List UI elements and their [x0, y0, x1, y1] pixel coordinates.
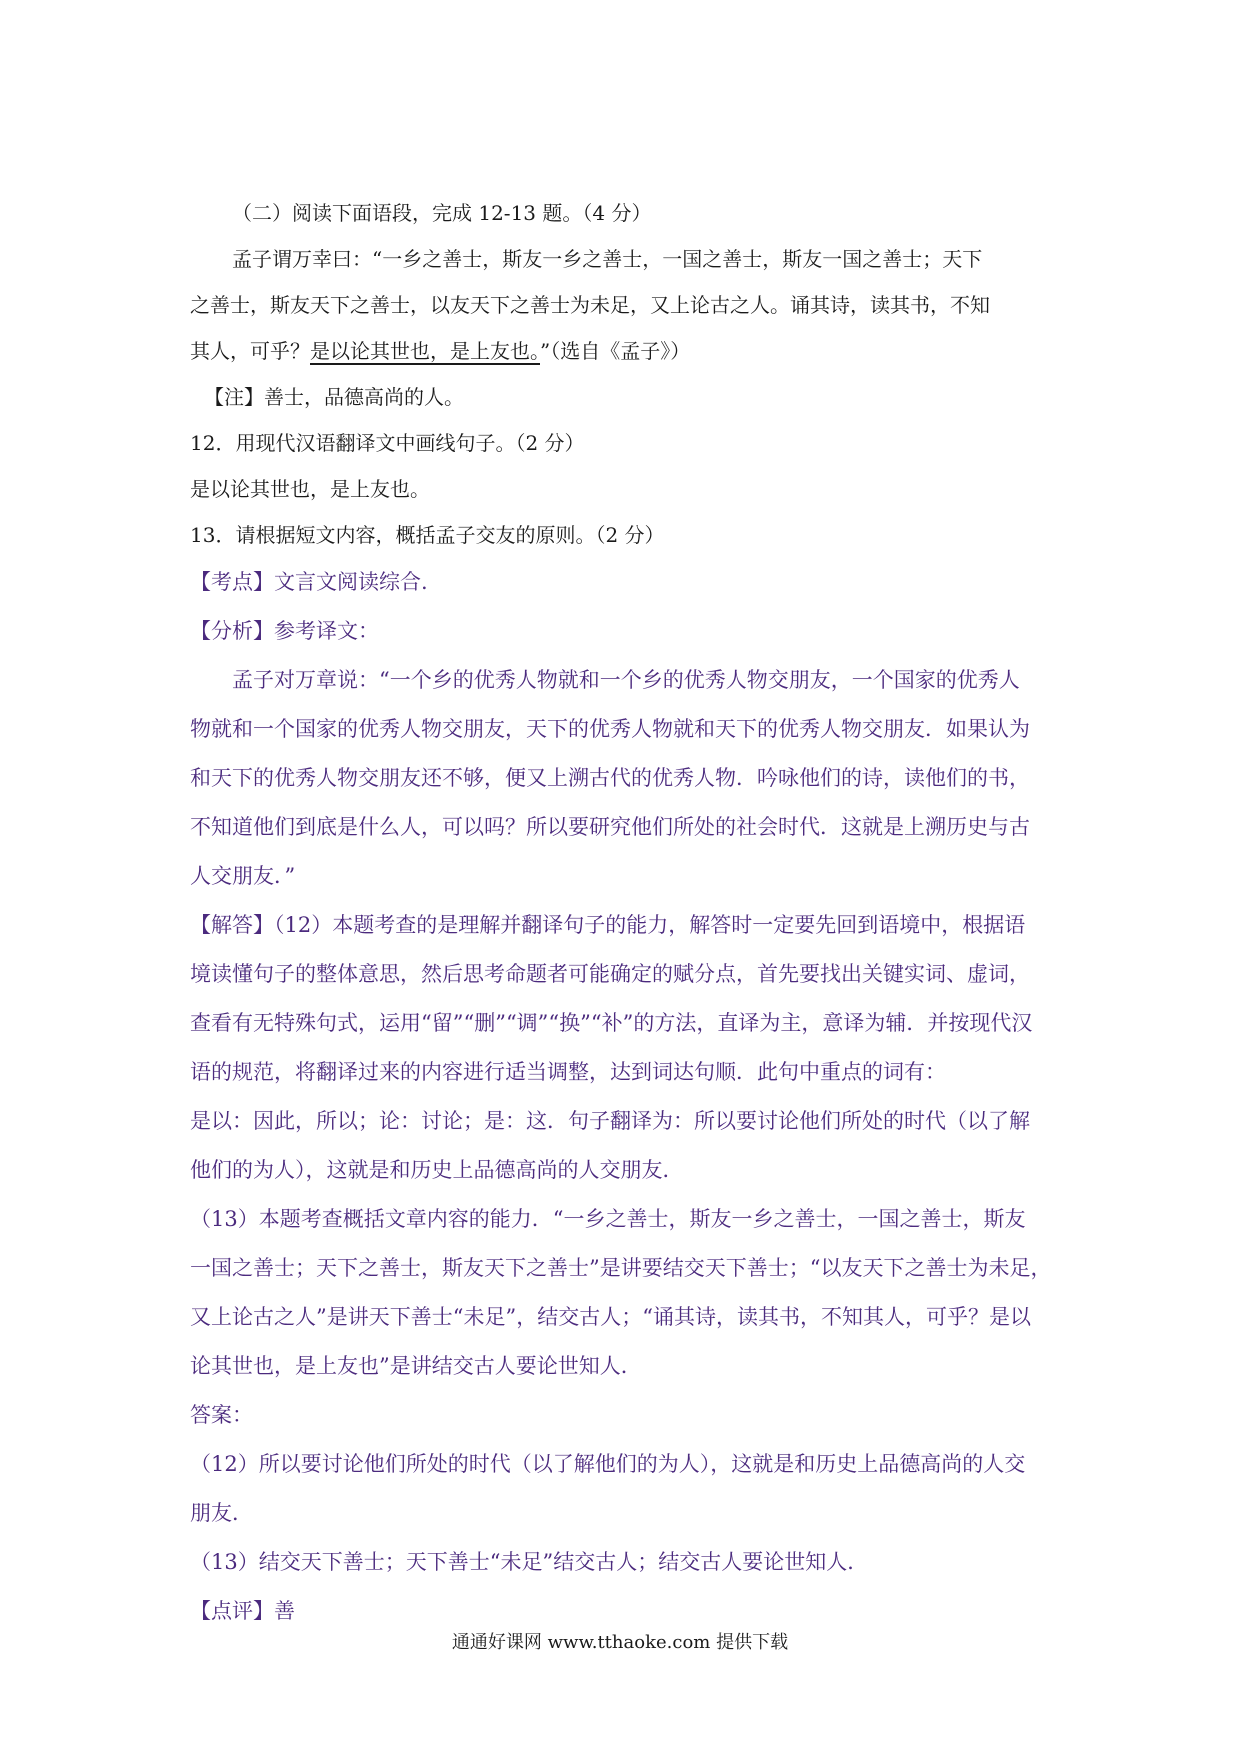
q13-analysis-line: （13）本题考查概括文章内容的能力．“一乡之善士，斯友一乡之善士，一国之善士，斯友	[190, 1207, 1026, 1231]
passage-line-3-pre: 其人，可乎？	[190, 339, 310, 363]
q12-prompt: 12．用现代汉语翻译文中画线句子。（2 分）	[190, 431, 585, 455]
translation-line: 和天下的优秀人物交朋友还不够，便又上溯古代的优秀人物．吟咏他们的诗，读他们的书，	[190, 766, 1030, 790]
translation	[190, 656, 1060, 901]
translation-line: 物就和一个国家的优秀人物交朋友，天下的优秀人物就和天下的优秀人物交朋友．如果认为	[190, 717, 1030, 741]
jieda	[190, 901, 1060, 1195]
q12-sentence: 是以论其世也，是上友也。	[190, 477, 430, 501]
q13-analysis	[190, 1195, 1060, 1391]
kaodian: 【考点】文言文阅读综合.	[190, 570, 428, 594]
jieda-line: 是以：因此，所以；论：讨论；是：这．句子翻译为：所以要讨论他们所处的时代（以了解	[190, 1109, 1030, 1133]
passage-line-1: 孟子谓万幸曰：“一乡之善士，斯友一乡之善士，一国之善士，斯友一国之善士；天下	[232, 247, 983, 271]
document-body	[190, 190, 1060, 1636]
translation-line: 人交朋友．”	[190, 864, 296, 888]
note: 【注】善士，品德高尚的人。	[204, 385, 464, 409]
passage-source: ”（选自《孟子》）	[540, 339, 691, 363]
jieda-line: 查看有无特殊句式，运用“留”“删”“调”“换”“补”的方法，直译为主，意译为辅．并按现代汉	[190, 1011, 1033, 1035]
answer-line: 朋友．	[190, 1501, 253, 1525]
underlined-sentence: 是以论其世也，是上友也。	[310, 339, 540, 363]
passage-line-2: 之善士，斯友天下之善士，以友天下之善士为未足，又上论古之人。诵其诗，读其书，不知	[190, 293, 990, 317]
passage-line-3	[190, 328, 1060, 374]
fenxi: 【分析】参考译文：	[190, 619, 379, 643]
answer-label: 答案：	[190, 1403, 253, 1427]
q13-analysis-line: 又上论古之人”是讲天下善士“未足”，结交古人；“诵其诗，读其书，不知其人，可乎？是以	[190, 1305, 1031, 1329]
q13-prompt: 13．请根据短文内容，概括孟子交友的原则。（2 分）	[190, 523, 665, 547]
answers	[190, 1440, 1060, 1587]
q13-analysis-line: 论其世也，是上友也”是讲结交古人要论世知人．	[190, 1354, 642, 1378]
dianping: 【点评】善	[190, 1599, 295, 1623]
page-footer: 通通好课网 www.tthaoke.com 提供下载	[451, 1632, 789, 1653]
jieda-line: 【解答】（12）本题考查的是理解并翻译句子的能力，解答时一定要先回到语境中，根据语	[190, 913, 1026, 937]
answer-line: （12）所以要讨论他们所处的时代（以了解他们的为人），这就是和历史上品德高尚的人交	[190, 1452, 1026, 1476]
jieda-line: 境读懂句子的整体意思，然后思考命题者可能确定的赋分点，首先要找出关键实词、虚词，	[190, 962, 1030, 986]
passage-header: （二）阅读下面语段，完成 12-13 题。（4 分）	[232, 201, 652, 225]
jieda-line: 他们的为人），这就是和历史上品德高尚的人交朋友．	[190, 1158, 684, 1182]
q13-analysis-line: 一国之善士；天下之善士，斯友天下之善士”是讲要结交天下善士；“以友天下之善士为未足，	[190, 1256, 1052, 1280]
translation-line: 不知道他们到底是什么人，可以吗？所以要研究他们所处的社会时代．这就是上溯历史与古	[190, 815, 1030, 839]
jieda-line: 语的规范，将翻译过来的内容进行适当调整，达到词达句顺．此句中重点的词有：	[190, 1060, 946, 1084]
answer-line: （13）结交天下善士；天下善士“未足”结交古人；结交古人要论世知人．	[190, 1550, 869, 1574]
translation-line: 孟子对万章说：“一个乡的优秀人物就和一个乡的优秀人物交朋友，一个国家的优秀人	[232, 668, 1020, 692]
